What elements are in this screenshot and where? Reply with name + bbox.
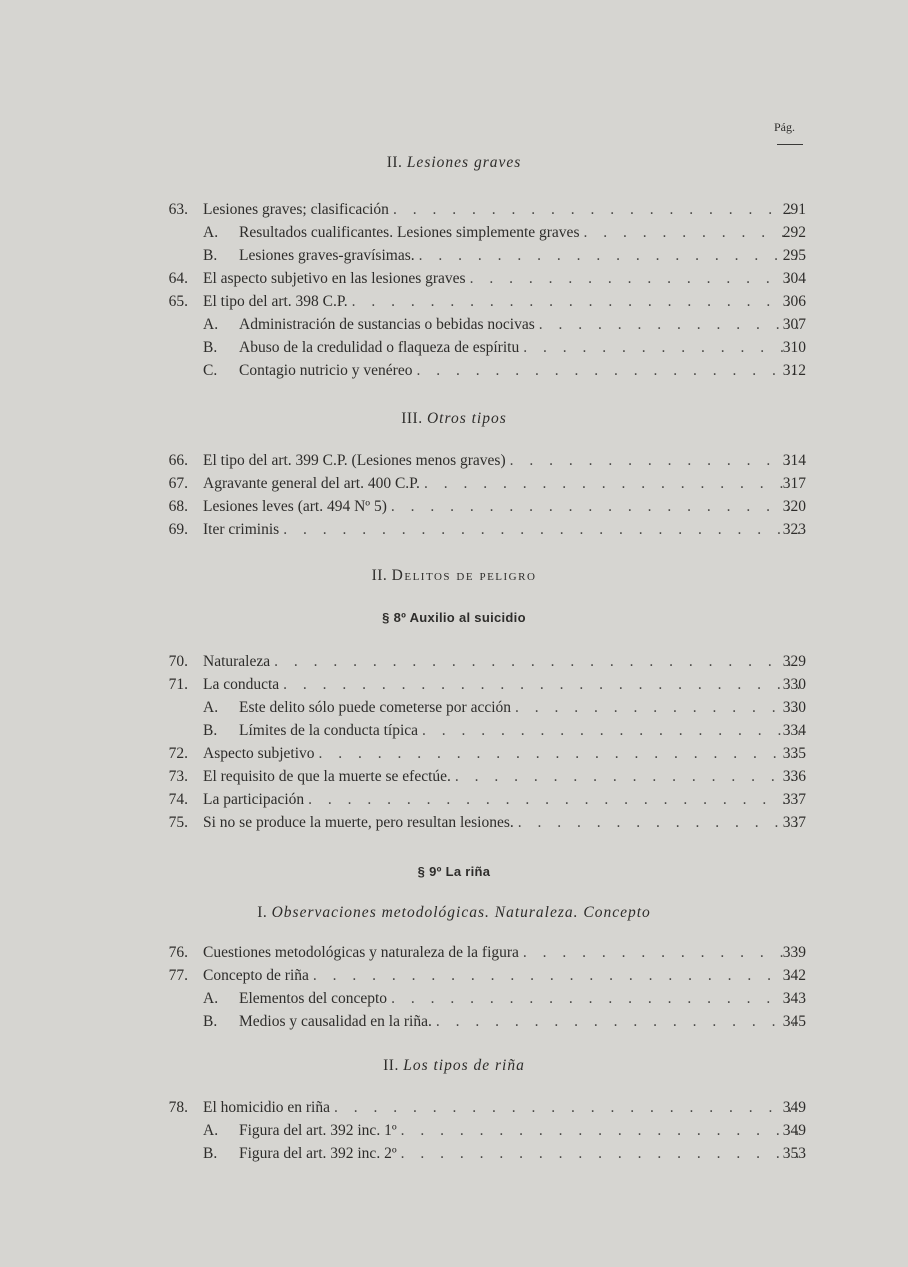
entry-title: Límites de la conducta típica (239, 722, 419, 739)
entry-title: Figura del art. 392 inc. 2º (239, 1145, 397, 1162)
dot-leader (319, 743, 801, 765)
entry-page-number: 295 (782, 247, 806, 264)
entry-title-line (203, 789, 800, 811)
entry-page-number: 307 (782, 316, 806, 333)
entry-page-number: 304 (782, 270, 806, 287)
heading-title: Observaciones metodológicas. Naturaleza. Concepto (271, 904, 651, 921)
dot-leader (470, 268, 800, 290)
toc-entry (0, 651, 908, 673)
entry-title: El homicidio en riña (203, 1099, 330, 1116)
entry-title-line (203, 697, 800, 719)
entry-page-number: 317 (782, 475, 806, 492)
section-heading-delitos-de-peligro (0, 567, 908, 585)
entry-title: Agravante general del art. 400 C.P. (203, 475, 420, 492)
dot-leader (274, 651, 800, 673)
entry-page-number: 330 (782, 699, 806, 716)
entry-title-line (203, 268, 800, 290)
entry-sub-letter: A. (203, 1122, 219, 1139)
dot-leader (334, 1097, 800, 1119)
toc-entry (0, 743, 908, 765)
entry-title: Aspecto subjetivo (203, 745, 315, 762)
entry-page-number: 323 (782, 521, 806, 538)
entry-title: Figura del art. 392 inc. 1º (239, 1122, 397, 1139)
dot-leader (283, 674, 800, 696)
entry-sub-letter: A. (203, 224, 219, 241)
entry-page-number: 336 (782, 768, 806, 785)
toc-entry (0, 1011, 908, 1033)
entry-number: 75. (168, 814, 188, 831)
heading-title: Los tipos de riña (403, 1057, 525, 1074)
entry-title: La participación (203, 791, 305, 808)
section-heading-lesiones-graves (0, 154, 908, 172)
dot-leader (401, 1143, 800, 1165)
toc-entry (0, 766, 908, 788)
entry-page-number: 310 (782, 339, 806, 356)
toc-entry (0, 496, 908, 518)
toc-entry (0, 450, 908, 472)
entry-title-line (203, 988, 800, 1010)
entry-sub-letter: B. (203, 247, 218, 264)
entry-number: 64. (168, 270, 188, 287)
heading-prefix: III. (401, 410, 423, 427)
heading-title: Lesiones graves (406, 154, 522, 171)
entry-title-line (203, 720, 800, 742)
subsection-heading-auxilio-al-suicidio: § 8º Auxilio al suicidio (382, 610, 526, 625)
entry-title-line (203, 222, 800, 244)
entry-title-line (203, 651, 800, 673)
entry-title: Iter criminis (203, 521, 280, 538)
dot-leader (401, 1120, 800, 1142)
entry-sub-letter: A. (203, 990, 219, 1007)
section-heading-los-tipos-de-rina (0, 1057, 908, 1075)
entry-title: Abuso de la credulidad o flaqueza de espíritu (239, 339, 520, 356)
dot-leader (352, 291, 800, 313)
entry-title-line (203, 942, 800, 964)
entry-sub-letter: B. (203, 1013, 218, 1030)
entry-title: Lesiones graves; clasificación (203, 201, 389, 218)
entry-page-number: 330 (782, 676, 806, 693)
entry-number: 63. (168, 201, 188, 218)
entry-title-line (203, 291, 800, 313)
dot-leader (510, 450, 800, 472)
entry-title: Naturaleza (203, 653, 271, 670)
entry-page-number: 343 (782, 990, 806, 1007)
page-column-rule (777, 144, 803, 145)
toc-entry (0, 1120, 908, 1142)
entry-title-line (203, 314, 800, 336)
entry-title-line (203, 519, 800, 541)
entry-title: El requisito de que la muerte se efectúe. (203, 768, 451, 785)
dot-leader (416, 360, 800, 382)
entry-title-line (203, 337, 800, 359)
toc-entry (0, 1097, 908, 1119)
entry-title-line (203, 199, 800, 221)
entry-number: 74. (168, 791, 188, 808)
entry-page-number: 314 (782, 452, 806, 469)
entry-title: Cuestiones metodológicas y naturaleza de la figura (203, 944, 519, 961)
heading-prefix: I. (257, 904, 268, 921)
entry-title: Medios y causalidad en la riña. (239, 1013, 432, 1030)
entry-number: 77. (168, 967, 188, 984)
entry-page-number: 320 (782, 498, 806, 515)
entry-page-number: 353 (782, 1145, 806, 1162)
entry-title-line (203, 1011, 800, 1033)
entry-page-number: 312 (782, 362, 806, 379)
entry-title: Resultados cualificantes. Lesiones simplemente graves (239, 224, 580, 241)
entry-page-number: 292 (782, 224, 806, 241)
page-column-label: Pág. (774, 120, 795, 134)
entry-sub-letter: A. (203, 699, 219, 716)
toc-entry (0, 674, 908, 696)
entry-number: 70. (168, 653, 188, 670)
dot-leader (283, 519, 800, 541)
dot-leader (424, 473, 800, 495)
dot-leader (518, 812, 800, 834)
toc-entry (0, 473, 908, 495)
entry-number: 65. (168, 293, 188, 310)
toc-entry (0, 965, 908, 987)
entry-number: 76. (168, 944, 188, 961)
entry-sub-letter: B. (203, 1145, 218, 1162)
toc-entry (0, 942, 908, 964)
toc-entry (0, 697, 908, 719)
entry-number: 72. (168, 745, 188, 762)
entry-title: El aspecto subjetivo en las lesiones graves (203, 270, 466, 287)
entry-page-number: 339 (782, 944, 806, 961)
entry-sub-letter: B. (203, 339, 218, 356)
dot-leader (583, 222, 800, 244)
entry-title: La conducta (203, 676, 280, 693)
entry-page-number: 349 (782, 1099, 806, 1116)
entry-number: 66. (168, 452, 188, 469)
entry-title-line (203, 496, 800, 518)
toc-entry (0, 268, 908, 290)
entry-title: El tipo del art. 398 C.P. (203, 293, 348, 310)
heading-title: Delitos de peligro (391, 567, 537, 584)
entry-title: Si no se produce la muerte, pero resultan lesiones. (203, 814, 514, 831)
heading-prefix: II. (383, 1057, 399, 1074)
heading-title: Otros tipos (426, 410, 507, 427)
entry-page-number: 306 (782, 293, 806, 310)
entry-title-line (203, 965, 800, 987)
dot-leader (391, 988, 800, 1010)
entry-title-line (203, 674, 800, 696)
entry-number: 73. (168, 768, 188, 785)
entry-page-number: 337 (782, 814, 806, 831)
entry-title-line (203, 1097, 800, 1119)
dot-leader (523, 337, 800, 359)
toc-entry (0, 199, 908, 221)
entry-title-line (203, 1143, 800, 1165)
toc-entry (0, 222, 908, 244)
toc-entry (0, 988, 908, 1010)
entry-number: 67. (168, 475, 188, 492)
dot-leader (393, 199, 800, 221)
entry-title-line (203, 245, 800, 267)
entry-number: 71. (168, 676, 188, 693)
toc-entry (0, 789, 908, 811)
entry-title: Lesiones graves-gravísimas. (239, 247, 415, 264)
entry-page-number: 335 (782, 745, 806, 762)
entry-sub-letter: C. (203, 362, 218, 379)
entry-title-line (203, 360, 800, 382)
entry-sub-letter: B. (203, 722, 218, 739)
entry-page-number: 345 (782, 1013, 806, 1030)
entry-title: Contagio nutricio y venéreo (239, 362, 413, 379)
entry-title-line (203, 812, 800, 834)
entry-page-number: 334 (782, 722, 806, 739)
heading-prefix: II. (371, 567, 388, 584)
dot-leader (391, 496, 800, 518)
toc-entry (0, 245, 908, 267)
dot-leader (523, 942, 800, 964)
entry-page-number: 291 (782, 201, 806, 218)
toc-entry (0, 360, 908, 382)
entry-title: Elementos del concepto (239, 990, 388, 1007)
dot-leader (455, 766, 800, 788)
dot-leader (419, 245, 800, 267)
dot-leader (539, 314, 800, 336)
section-heading-otros-tipos (0, 410, 908, 428)
entry-title-line (203, 766, 800, 788)
entry-page-number: 349 (782, 1122, 806, 1139)
entry-title: Administración de sustancias o bebidas nocivas (239, 316, 535, 333)
entry-title: Concepto de riña (203, 967, 309, 984)
dot-leader (313, 965, 800, 987)
toc-entry (0, 720, 908, 742)
entry-title: Este delito sólo puede cometerse por acción (239, 699, 512, 716)
dot-leader (308, 789, 800, 811)
dot-leader (515, 697, 800, 719)
entry-title-line (203, 1120, 800, 1142)
entry-number: 68. (168, 498, 188, 515)
entry-title: El tipo del art. 399 C.P. (Lesiones menos graves) (203, 452, 506, 469)
entry-number: 69. (168, 521, 188, 538)
subsection-heading-la-rina: § 9º La riña (417, 864, 491, 879)
entry-sub-letter: A. (203, 316, 219, 333)
entry-page-number: 342 (782, 967, 806, 984)
entry-page-number: 337 (782, 791, 806, 808)
heading-prefix: II. (386, 154, 403, 171)
toc-entry (0, 337, 908, 359)
entry-title: Lesiones leves (art. 494 Nº 5) (203, 498, 387, 515)
toc-entry (0, 812, 908, 834)
entry-title-line (203, 473, 800, 495)
entry-title-line (203, 743, 800, 765)
toc-entry (0, 519, 908, 541)
section-heading-observaciones (0, 904, 908, 922)
entry-number: 78. (168, 1099, 188, 1116)
dot-leader (436, 1011, 800, 1033)
entry-title-line (203, 450, 800, 472)
dot-leader (422, 720, 800, 742)
entry-page-number: 329 (782, 653, 806, 670)
toc-entry (0, 314, 908, 336)
toc-entry (0, 291, 908, 313)
toc-entry (0, 1143, 908, 1165)
